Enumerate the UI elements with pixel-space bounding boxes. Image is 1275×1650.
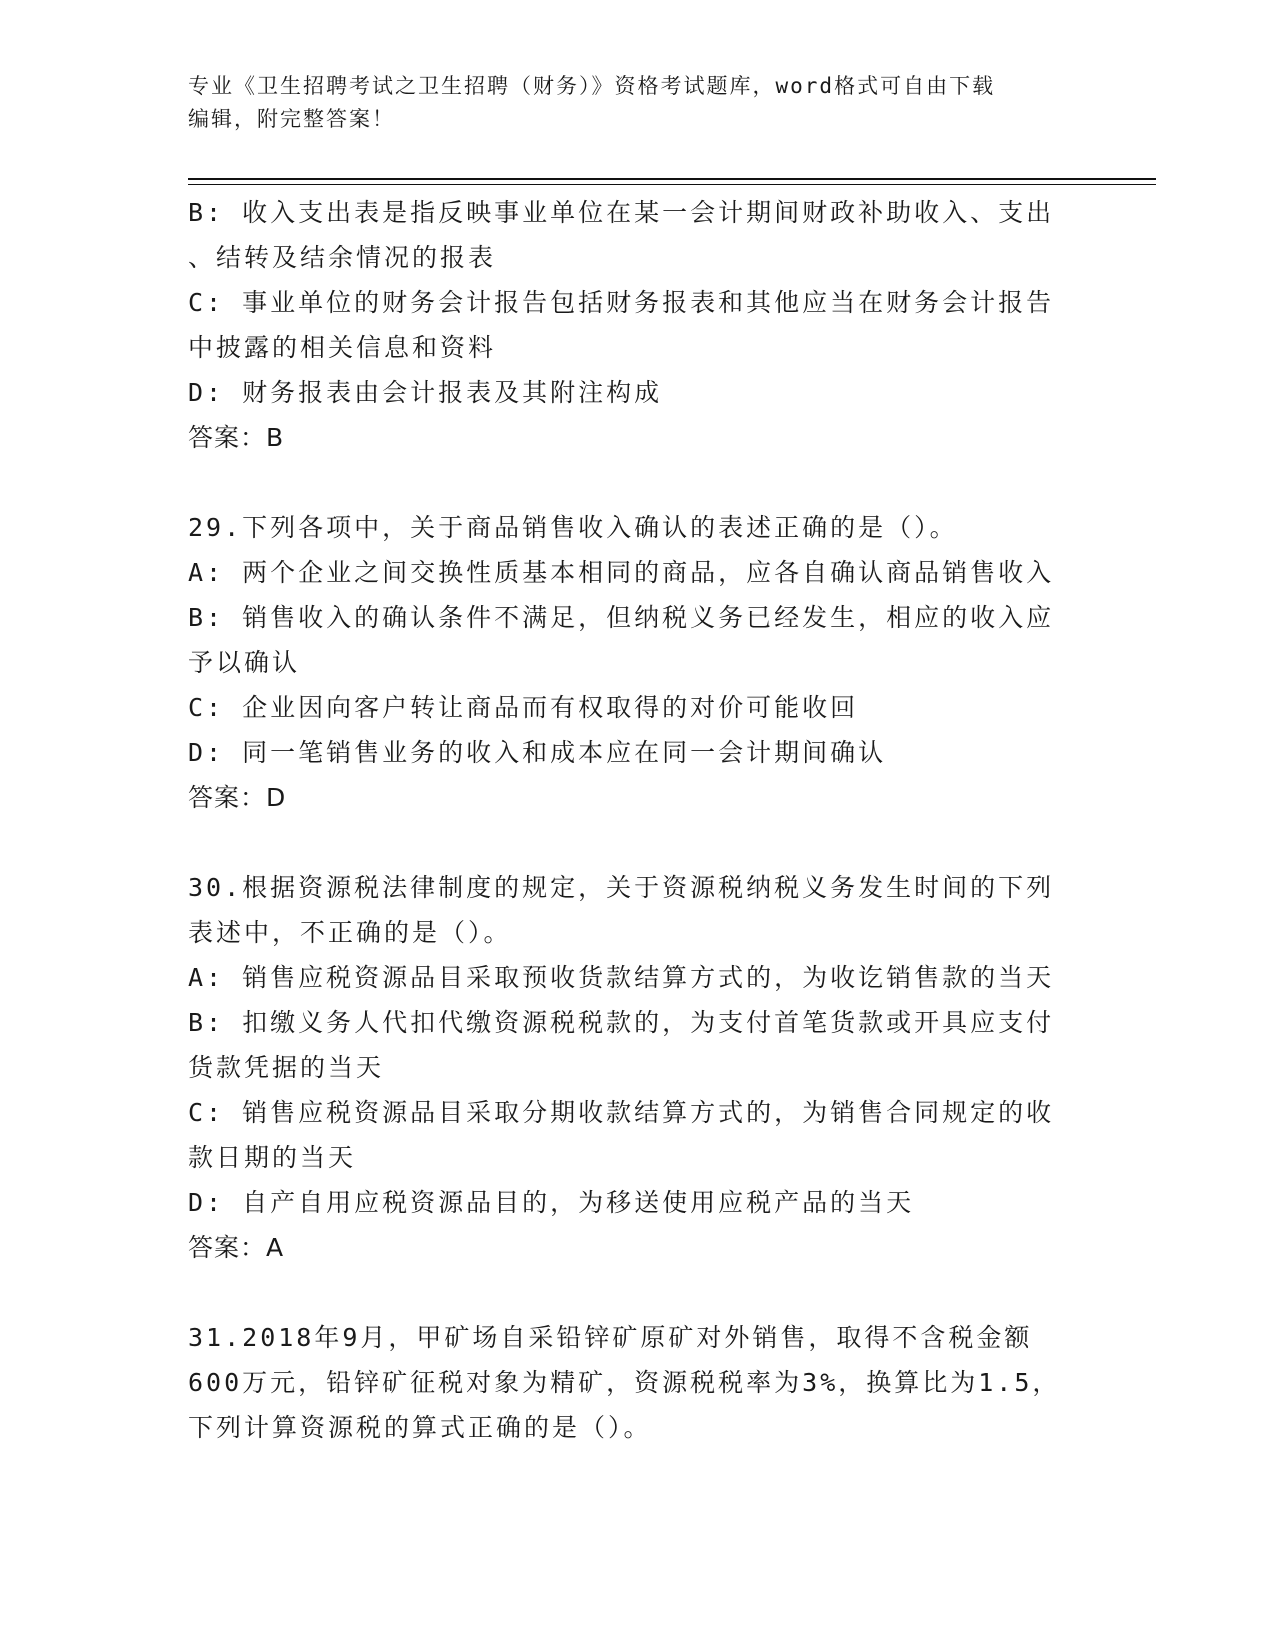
question-stem-cont: 表述中，不正确的是（）。 bbox=[188, 918, 512, 947]
option-a: A: 两个企业之间交换性质基本相同的商品，应各自确认商品销售收入 bbox=[188, 558, 1055, 587]
question-stem-cont: 下列计算资源税的算式正确的是（）。 bbox=[188, 1413, 652, 1442]
option-c: C: 企业因向客户转让商品而有权取得的对价可能收回 bbox=[188, 693, 859, 722]
option-c-cont: 中披露的相关信息和资料 bbox=[188, 333, 497, 362]
question-30 bbox=[188, 865, 1088, 1270]
header-line-1: 专业《卫生招聘考试之卫生招聘（财务）》资格考试题库，word格式可自由下载 bbox=[188, 74, 996, 98]
option-c-cont: 款日期的当天 bbox=[188, 1143, 357, 1172]
question-31 bbox=[188, 1315, 1088, 1450]
question-stem: 31.2018年9月，甲矿场自采铅锌矿原矿对外销售，取得不含税金额 bbox=[188, 1323, 1033, 1352]
option-d: D: 自产自用应税资源品目的，为移送使用应税产品的当天 bbox=[188, 1188, 915, 1217]
question-28 bbox=[188, 190, 1088, 460]
question-29 bbox=[188, 505, 1088, 820]
option-d: D: 同一笔销售业务的收入和成本应在同一会计期间确认 bbox=[188, 738, 887, 767]
option-b-cont: 货款凭据的当天 bbox=[188, 1053, 385, 1082]
option-b: B: 收入支出表是指反映事业单位在某一会计期间财政补助收入、支出 bbox=[188, 198, 1055, 227]
option-b: B: 销售收入的确认条件不满足，但纳税义务已经发生，相应的收入应 bbox=[188, 603, 1055, 632]
header-line-2: 编辑，附完整答案！ bbox=[188, 107, 395, 131]
document-header bbox=[188, 70, 1088, 136]
question-content bbox=[188, 190, 1088, 1450]
question-stem: 30.根据资源税法律制度的规定，关于资源税纳税义务发生时间的下列 bbox=[188, 873, 1055, 902]
option-b-cont: 、结转及结余情况的报表 bbox=[188, 243, 497, 272]
option-b-cont: 予以确认 bbox=[188, 648, 301, 677]
spacer bbox=[188, 820, 1088, 865]
answer: 答案：B bbox=[188, 423, 285, 452]
option-d: D: 财务报表由会计报表及其附注构成 bbox=[188, 378, 663, 407]
option-a: A: 销售应税资源品目采取预收货款结算方式的，为收讫销售款的当天 bbox=[188, 963, 1055, 992]
question-stem-cont: 600万元，铅锌矿征税对象为精矿，资源税税率为3%，换算比为1.5， bbox=[188, 1368, 1061, 1397]
answer: 答案：D bbox=[188, 783, 287, 812]
option-c: C: 销售应税资源品目采取分期收款结算方式的，为销售合同规定的收 bbox=[188, 1098, 1055, 1127]
question-stem: 29.下列各项中，关于商品销售收入确认的表述正确的是（）。 bbox=[188, 513, 958, 542]
option-b: B: 扣缴义务人代扣代缴资源税税款的，为支付首笔货款或开具应支付 bbox=[188, 1008, 1055, 1037]
header-divider-thin bbox=[188, 184, 1156, 185]
spacer bbox=[188, 460, 1088, 505]
answer: 答案：A bbox=[188, 1233, 285, 1262]
header-divider-thick bbox=[188, 178, 1156, 180]
option-c: C: 事业单位的财务会计报告包括财务报表和其他应当在财务会计报告 bbox=[188, 288, 1055, 317]
spacer bbox=[188, 1270, 1088, 1315]
